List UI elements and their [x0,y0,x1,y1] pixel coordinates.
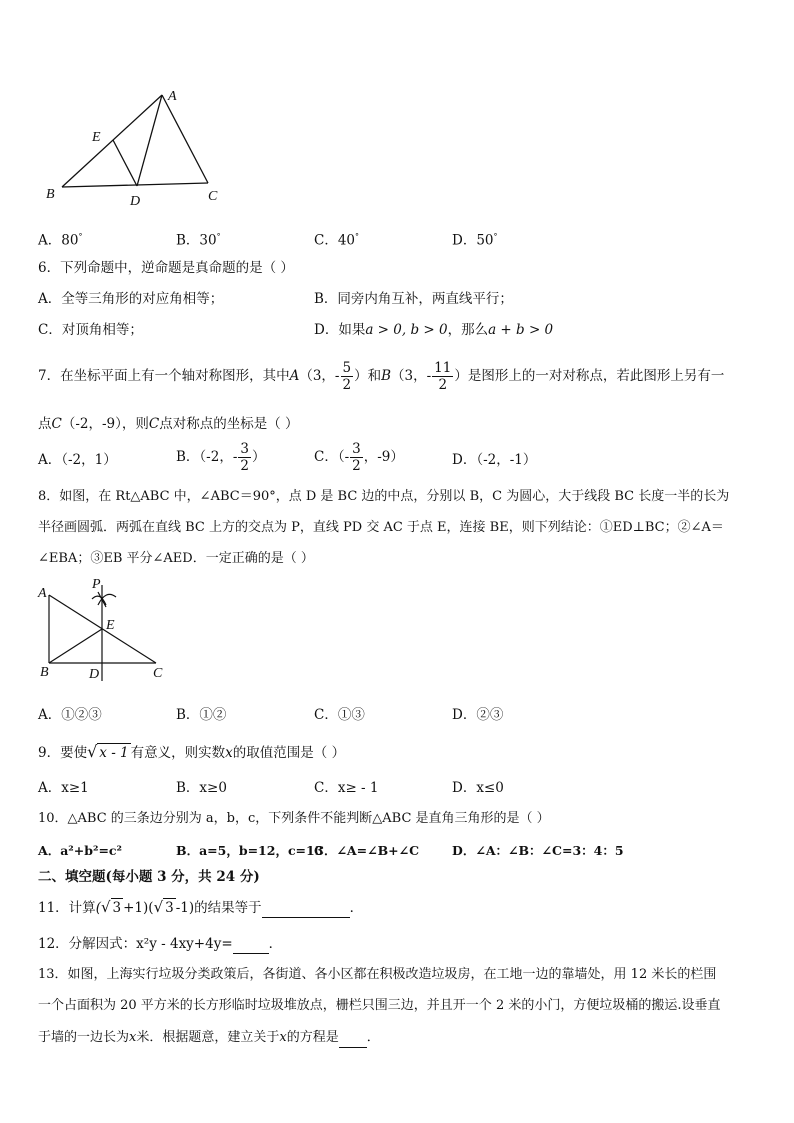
q9-option-a: A．x≥1 [38,780,89,796]
q8-label-e: E [106,618,115,633]
q5-label-b: B [46,187,55,202]
q7-fraction-11-2: $\frac{11}{2}$ [434,360,452,393]
q13-line-2: 一个占面积为 20 平方米的长方形临时垃圾堆放点，栅栏只围三边，并且开一个 2 米的小门，方便垃圾桶的搬运.设垂直 [38,998,721,1013]
q13-line-1: 13．如图，上海实行垃圾分类政策后，各街道、各小区都在积极改造垃圾房，在工地一边的靠墙处，用 12 米长的栏围 [38,967,717,982]
q7-option-a: A．（-2，1） [38,452,117,468]
q6-option-d: D．如果a > 0, b > 0，那么a + b > 0 [314,322,554,338]
q8-label-d: D [89,667,100,682]
q10-option-b: B．a=5，b=12，c=13 [176,843,324,858]
q7-line-1: 7．在坐标平面上有一个轴对称图形，其中A（3，- $\frac{5}{2}$ ）和B（3，- $\frac{11}{2}$ ）是图形上的一对对称点，若此图形上另有一 [38,360,725,393]
q8-label-a: A [38,586,47,601]
q5-option-d: D．50° [452,232,498,249]
q12-stem: 12．分解因式：x²y - 4xy+4y= ． [38,936,283,952]
q6-stem: 6．下列命题中，逆命题是真命题的是（ ） [38,260,294,276]
q5-label-c: C [208,189,218,204]
q7-option-c: C．（- $\frac{3}{2}$ ，-9） [314,441,404,474]
q8-label-p: P [92,577,101,592]
q6-option-b: B．同旁内角互补，两直线平行； [314,291,513,307]
q5-triangle-figure [40,85,240,210]
q8-option-d: D．②③ [452,707,504,723]
q10-option-a: A．a²+b²=c² [38,843,123,858]
q13-line-3: 于墙的一边长为x米．根据题意，建立关于x的方程是 ． [38,1029,380,1048]
q8-line-2: 半径画圆弧．两弧在直线 BC 上方的交点为 P，直线 PD 交 AC 于点 E，连接 BE，则下列结论：①ED⊥BC；②∠A＝ [38,520,724,535]
q5-option-a: A．80° [38,232,83,249]
q8-line-3: ∠EBA；③EB 平分∠AED．一定正确的是（ ） [38,551,314,566]
q5-label-a: A [168,89,177,104]
q5-label-d: D [130,194,141,209]
q8-label-c: C [153,666,163,681]
q8-option-c: C．①③ [314,707,365,723]
q9-option-b: B．x≥0 [176,780,227,796]
q7-fraction-5-2: $\frac{5}{2}$ [342,360,352,393]
q7-option-d: D．（-2，-1） [452,452,537,468]
q8-option-b: B．①② [176,707,227,723]
q8-option-a: A．①②③ [38,707,102,723]
q10-option-c: C．∠A=∠B+∠C [314,843,420,858]
q5-option-c: C．40° [314,232,360,249]
q5-option-b: B．30° [176,232,221,249]
q7-option-b: B．（-2，- $\frac{3}{2}$ ） [176,441,266,474]
q8-line-1: 8．如图，在 Rt△ABC 中，∠ABC＝90°，点 D 是 BC 边的中点，分别以 B，C 为圆心，大于线段 BC 长度一半的长为 [38,489,730,504]
q6-option-c: C．对顶角相等； [38,322,143,338]
q8-label-b: B [40,665,49,680]
q8-figure [36,577,176,687]
q7-line-2: 点C（-2，-9），则C点对称点的坐标是（ ） [38,416,299,432]
section-2-heading: 二、填空题(每小题 3 分，共 24 分) [38,869,260,885]
q9-option-c: C．x≥ - 1 [314,780,379,796]
q10-stem: 10．△ABC 的三条边分别为 a，b，c，下列条件不能判断△ABC 是直角三角形的是（ ） [38,811,550,826]
q10-option-d: D．∠A：∠B：∠C=3：4：5 [452,843,624,858]
q11-stem: 11．计算(√ 3 +1)(√ 3 -1)的结果等于 ． [38,898,364,916]
q9-option-d: D．x≤0 [452,780,504,796]
q6-option-a: A．全等三角形的对应角相等； [38,291,224,307]
q5-label-e: E [92,130,101,145]
q9-stem: 9．要使√ x - 1 有意义，则实数x的取值范围是（ ） [38,742,346,761]
